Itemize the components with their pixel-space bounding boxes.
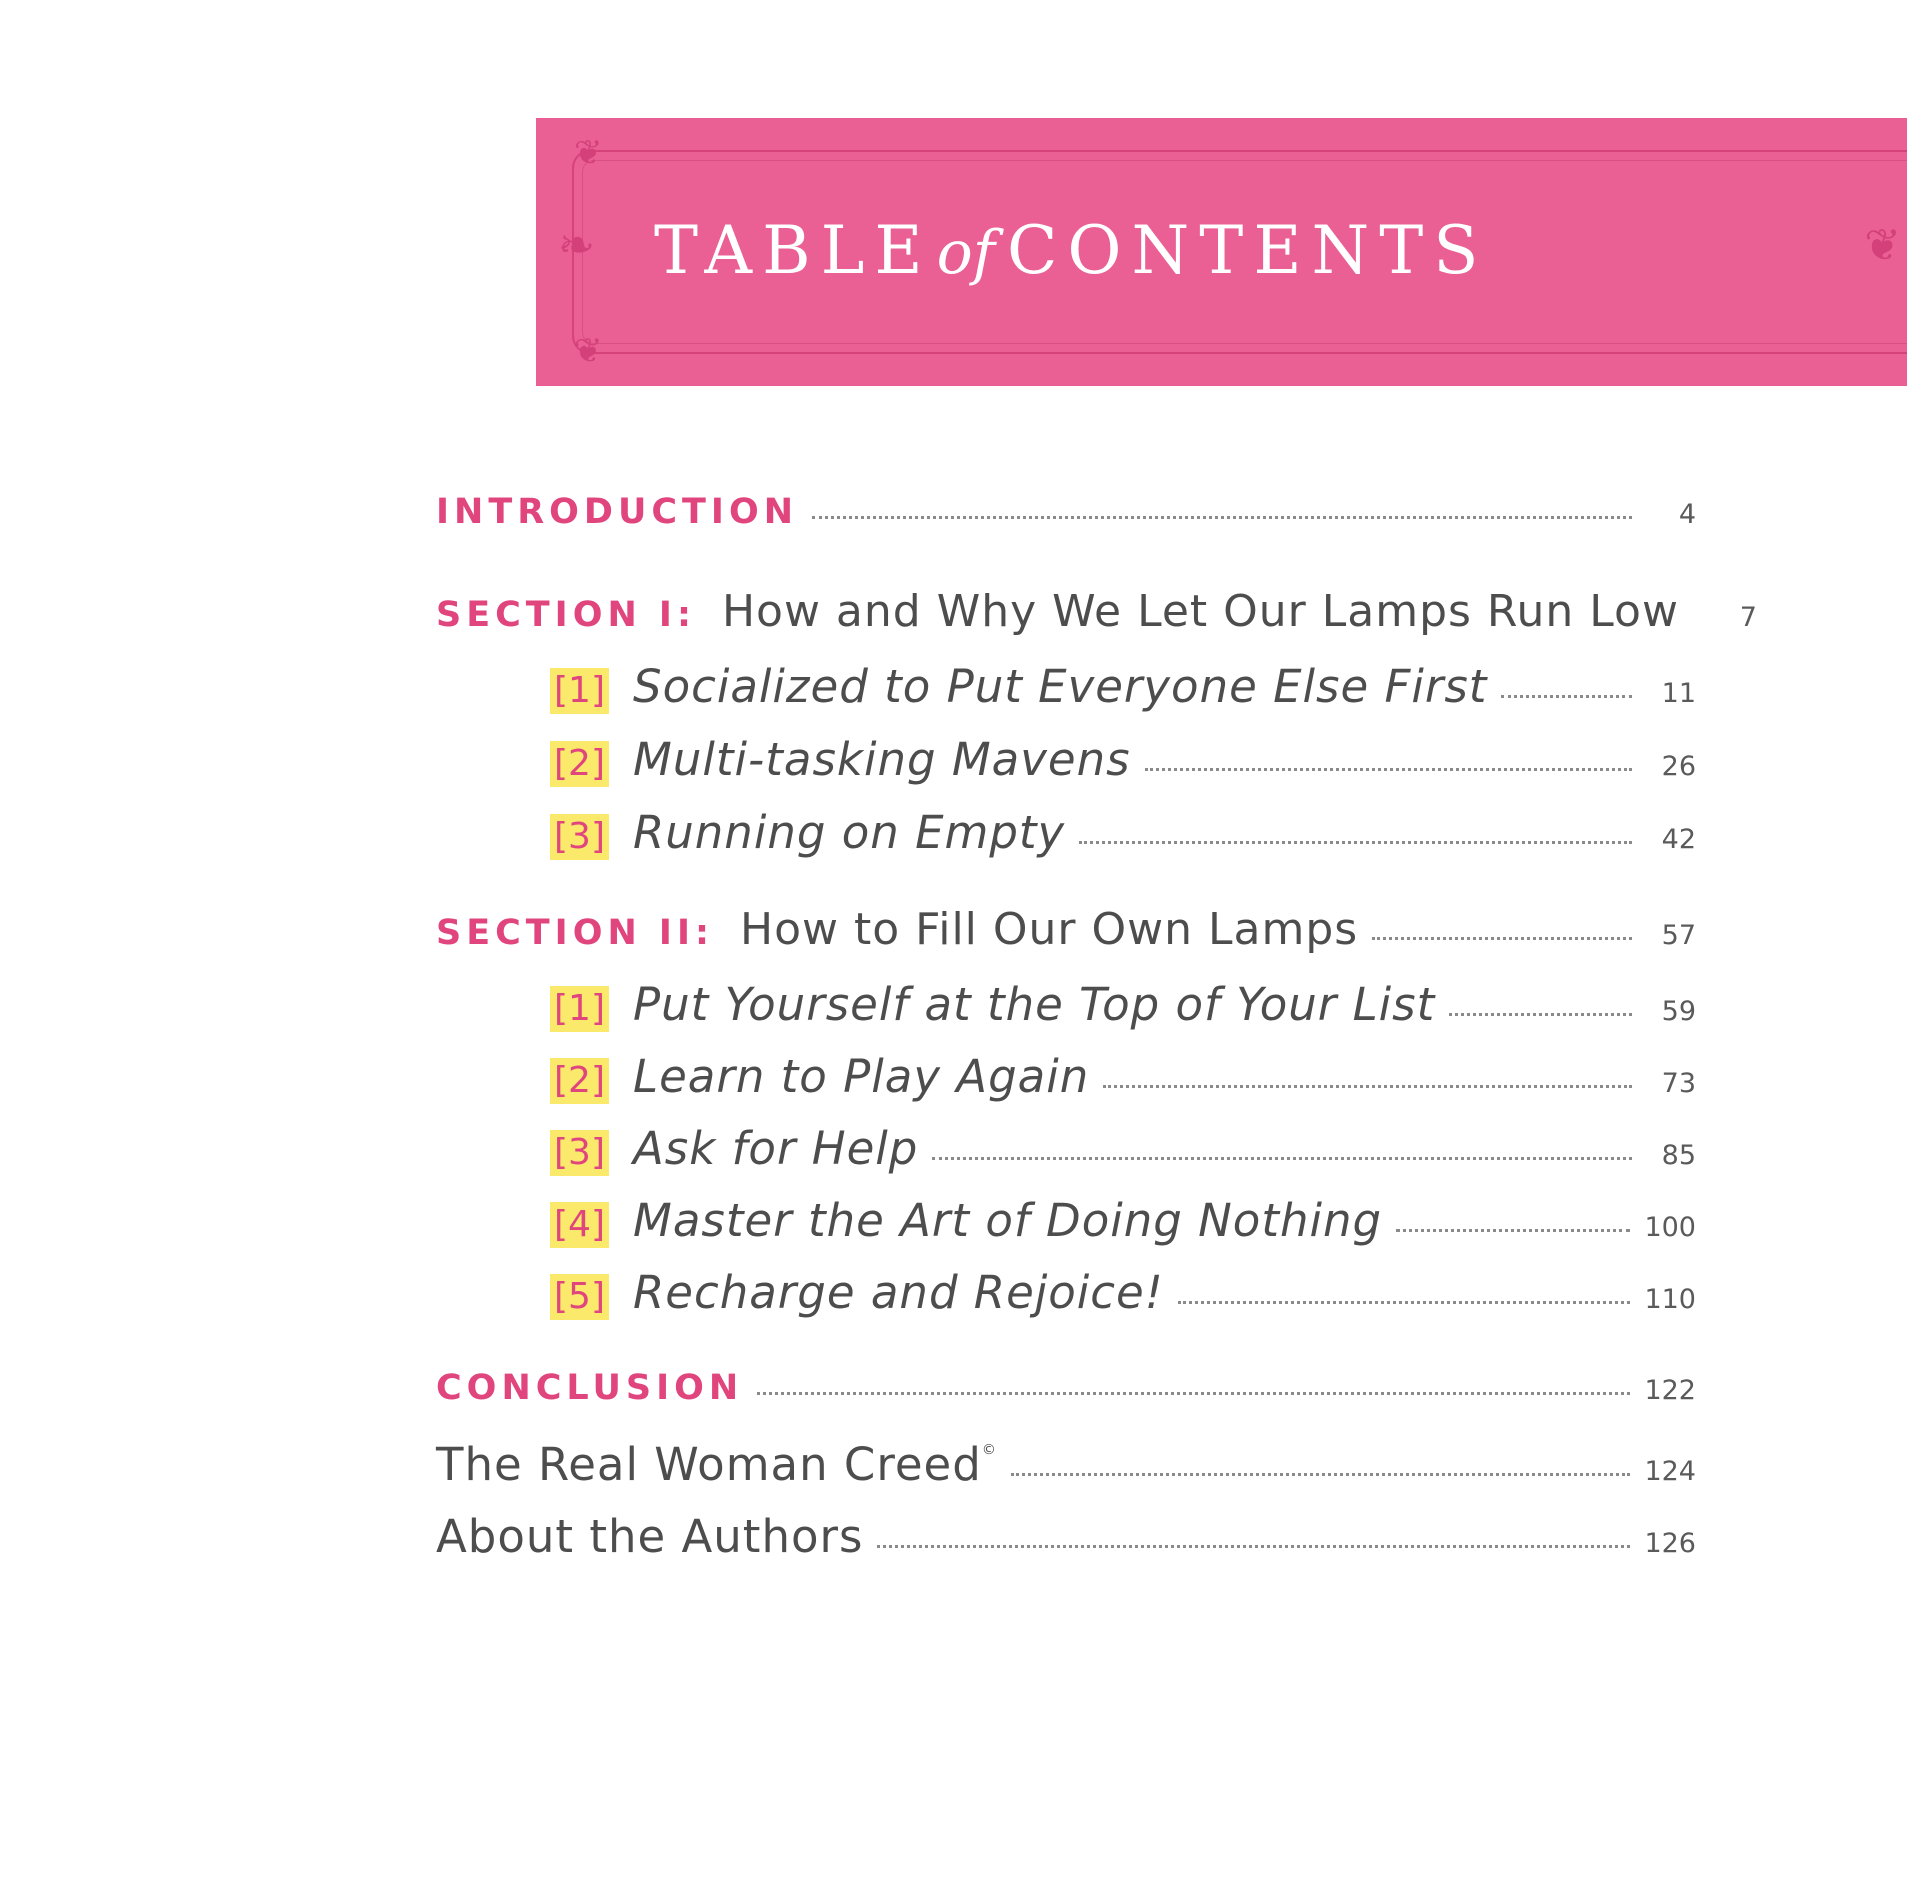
title-part-table: TABLE bbox=[654, 212, 933, 289]
leader-dots bbox=[1372, 937, 1632, 940]
page-number: 59 bbox=[1661, 996, 1696, 1027]
toc-entry-section-2[interactable] bbox=[436, 904, 1696, 955]
flourish-icon: ❦ bbox=[574, 133, 603, 173]
chapter-number: [1] bbox=[550, 668, 609, 714]
page-number: 4 bbox=[1678, 499, 1696, 530]
flourish-icon: ❦ bbox=[1864, 220, 1901, 271]
copyright-mark: © bbox=[981, 1442, 997, 1458]
page-number: 122 bbox=[1644, 1375, 1696, 1406]
leader-dots bbox=[932, 1157, 1632, 1160]
leader-dots bbox=[812, 516, 1632, 519]
section-label: SECTION I: bbox=[436, 595, 696, 635]
toc-entry-introduction[interactable] bbox=[436, 492, 1696, 532]
chapter-number: [3] bbox=[550, 814, 609, 860]
leader-dots bbox=[1178, 1301, 1631, 1304]
page-number: 11 bbox=[1661, 678, 1696, 709]
toc-entry-chapter[interactable] bbox=[550, 1194, 1696, 1248]
chapter-number: [4] bbox=[550, 1202, 609, 1248]
creed-title-text: The Real Woman Creed bbox=[436, 1438, 982, 1491]
chapter-title: Learn to Play Again bbox=[633, 1050, 1090, 1103]
page-number: 85 bbox=[1661, 1140, 1696, 1171]
chapter-title: Master the Art of Doing Nothing bbox=[633, 1194, 1383, 1247]
introduction-label: INTRODUCTION bbox=[436, 492, 798, 532]
chapter-title: Socialized to Put Everyone Else First bbox=[633, 660, 1488, 713]
leader-dots bbox=[1103, 1085, 1632, 1088]
toc-entry-chapter[interactable] bbox=[550, 978, 1696, 1032]
toc-entry-authors[interactable] bbox=[436, 1510, 1696, 1563]
title-part-of: of bbox=[936, 218, 995, 288]
chapter-title: Running on Empty bbox=[633, 806, 1066, 859]
leader-dots bbox=[1501, 695, 1632, 698]
leader-dots bbox=[757, 1392, 1630, 1395]
toc-entry-chapter[interactable] bbox=[550, 1266, 1696, 1320]
toc-entry-creed[interactable] bbox=[436, 1438, 1696, 1491]
toc-entry-section-1[interactable] bbox=[436, 586, 1757, 637]
chapter-number: [2] bbox=[550, 1058, 609, 1104]
toc-entry-chapter[interactable] bbox=[550, 806, 1696, 860]
toc-entry-chapter[interactable] bbox=[550, 1050, 1696, 1104]
toc-entry-chapter[interactable] bbox=[550, 733, 1696, 787]
title-part-contents: CONTENTS bbox=[1006, 212, 1489, 289]
leader-dots bbox=[1145, 768, 1632, 771]
toc-entry-conclusion[interactable] bbox=[436, 1368, 1696, 1408]
page-number: 57 bbox=[1661, 920, 1696, 951]
flourish-icon: ❧ bbox=[558, 220, 595, 271]
page-number: 126 bbox=[1644, 1528, 1696, 1559]
creed-title bbox=[436, 1438, 997, 1491]
toc-entry-chapter[interactable] bbox=[550, 660, 1696, 714]
section-title: How and Why We Let Our Lamps Run Low bbox=[721, 586, 1679, 637]
chapter-title: Multi-tasking Mavens bbox=[633, 733, 1131, 786]
chapter-number: [5] bbox=[550, 1274, 609, 1320]
flourish-icon: ❦ bbox=[574, 331, 603, 371]
leader-dots bbox=[1011, 1473, 1631, 1476]
section-label: SECTION II: bbox=[436, 913, 714, 953]
leader-dots bbox=[877, 1545, 1630, 1548]
page-number: 73 bbox=[1661, 1068, 1696, 1099]
section-title: How to Fill Our Own Lamps bbox=[739, 904, 1359, 955]
page-number: 110 bbox=[1644, 1284, 1696, 1315]
conclusion-label: CONCLUSION bbox=[436, 1368, 744, 1408]
chapter-number: [1] bbox=[550, 986, 609, 1032]
authors-title: About the Authors bbox=[436, 1510, 864, 1563]
chapter-number: [3] bbox=[550, 1130, 609, 1176]
chapter-number: [2] bbox=[550, 741, 609, 787]
leader-dots bbox=[1449, 1013, 1632, 1016]
page-number: 26 bbox=[1661, 751, 1696, 782]
page-number: 124 bbox=[1644, 1456, 1696, 1487]
chapter-title: Put Yourself at the Top of Your List bbox=[633, 978, 1436, 1031]
page-number: 42 bbox=[1661, 824, 1696, 855]
chapter-title: Recharge and Rejoice! bbox=[633, 1266, 1164, 1319]
leader-dots bbox=[1079, 841, 1632, 844]
leader-dots bbox=[1396, 1229, 1630, 1232]
chapter-title: Ask for Help bbox=[633, 1122, 919, 1175]
page-number: 100 bbox=[1644, 1212, 1696, 1243]
toc-entry-chapter[interactable] bbox=[550, 1122, 1696, 1176]
page-number: 7 bbox=[1739, 602, 1757, 633]
